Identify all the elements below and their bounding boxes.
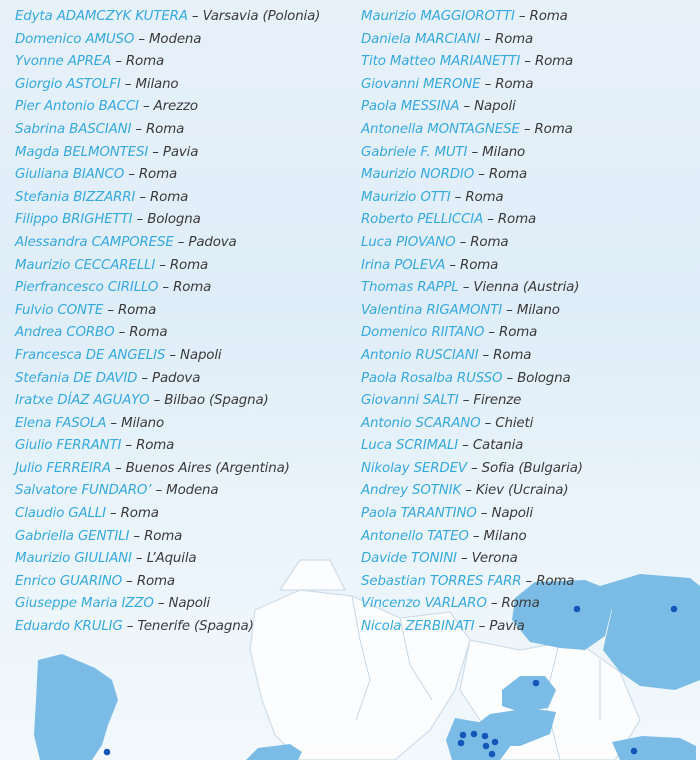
participant-name: Filippo BRIGHETTI [15,212,133,228]
participant-city: Roma [146,121,185,137]
list-item [361,593,697,616]
separator: – [467,144,483,160]
participant-name: Magda BELMONTESI [15,144,149,160]
participant-city: Napoli [491,506,533,522]
participant-city: Roma [173,280,212,296]
participant-city: Roma [534,54,574,70]
map-dot-milano [460,732,467,739]
participant-city: Roma [536,573,575,589]
list-item [361,503,697,526]
participant-name: Valentina RIGAMONTI [361,302,503,318]
participant-city: Catania [472,438,524,454]
map-dot-sofia [631,748,638,755]
separator: – [111,54,126,70]
participant-list-right [361,6,697,639]
participant-city: Roma [129,325,168,341]
list-item [361,74,697,97]
participant-city: Roma [493,347,532,363]
separator: – [502,302,517,318]
list-item [361,548,697,571]
separator: – [520,54,535,70]
separator: – [106,415,122,431]
participant-city: Roma [501,596,540,612]
separator: – [456,551,472,567]
participant-city: Buenos Aires (Argentina) [125,460,290,476]
list-item [361,187,697,210]
list-item [361,390,697,413]
list-item [15,593,355,616]
participant-name: Davide TONINI [361,551,457,567]
participant-name: Antonella MONTAGNESE [361,121,520,137]
participant-name: Tito Matteo MARIANETTI [361,54,521,70]
separator: – [131,551,147,567]
participant-name: Giuliana BIANCO [15,167,125,183]
participant-name: Sabrina BASCIANI [15,121,132,137]
participant-name: Eduardo KRULIG [15,619,123,635]
separator: – [131,121,147,137]
map-dot-vienna [533,680,540,687]
list-item [15,300,355,323]
list-item [361,96,697,119]
list-item [361,345,697,368]
list-item [361,164,697,187]
list-item [361,119,697,142]
participant-name: Edyta ADAMCZYK KUTERA [15,9,188,24]
participant-name: Andrea CORBO [15,325,115,341]
map-bulgaria [612,736,696,760]
separator: – [458,280,474,296]
map-spain [246,744,302,760]
participant-name: Julio FERREIRA [15,460,111,476]
participant-city: Roma [470,234,509,250]
separator: – [474,619,490,635]
separator: – [450,189,466,205]
participant-city: Verona [471,551,518,567]
participant-name: Elena FASOLA [15,415,107,431]
separator: – [121,438,137,454]
separator: – [148,144,163,160]
participant-city: Roma [499,325,538,341]
separator: – [158,280,174,296]
participant-city: Sofia (Bulgaria) [481,460,583,476]
participant-city: Roma [117,302,157,318]
participant-name: Fulvio CONTE [15,302,104,318]
separator: – [521,573,537,589]
separator: – [458,438,473,454]
participant-city: Roma [138,167,178,183]
separator: – [445,257,461,273]
participant-name: Francesca DE ANGELIS [15,347,166,363]
separator: – [483,212,498,228]
list-item [15,480,355,503]
separator: – [459,99,475,115]
separator: – [114,325,130,341]
list-item [361,29,697,52]
map-dot-buenos-aires [104,749,111,756]
list-item [15,96,355,119]
participant-name: Domenico RIITANO [361,325,485,341]
list-item [361,142,697,165]
participant-city: Milano [135,76,179,92]
separator: – [455,234,471,250]
participant-city: Pavia [489,619,525,635]
list-item [15,526,355,549]
participant-name: Roberto PELLICCIA [361,212,484,228]
list-item [15,232,355,255]
participant-city: Milano [483,528,527,544]
participant-name: Nikolay SERDEV [361,460,467,476]
participant-name: Daniela MARCIANI [361,31,481,47]
participant-city: Bilbao (Spagna) [164,393,269,409]
participant-name: Vincenzo VARLARO [361,596,487,612]
separator: – [155,257,170,273]
participant-name: Iratxe DÍAZ AGUAYO [15,393,150,409]
participant-city: Bologna [517,370,571,386]
participant-city: Vienna (Austria) [473,280,580,296]
participant-name: Sebastian TORRES FARR [361,573,522,589]
participant-name: Salvatore FUNDARO’ [15,483,152,499]
list-item [15,571,355,594]
list-item [361,277,697,300]
separator: – [502,370,518,386]
participant-name: Paola MESSINA [361,99,460,115]
separator: – [478,347,494,363]
participant-name: Antonio RUSCIANI [361,347,479,363]
participant-name: Nicola ZERBINATI [361,619,475,635]
separator: – [466,460,482,476]
participant-city: Napoli [168,596,210,612]
separator: – [468,528,484,544]
separator: – [480,76,496,92]
list-item [15,345,355,368]
participant-city: Varsavia (Polonia) [202,9,321,24]
map-dot-bologna [483,743,490,750]
map-dot-padova [482,733,489,740]
participant-name: Domenico AMUSO [15,31,135,47]
participant-city: Roma [488,167,528,183]
separator: – [134,31,150,47]
separator: – [149,393,165,409]
map-dot-verona [471,731,478,738]
separator: – [514,9,530,24]
separator: – [165,347,181,363]
separator: – [476,506,492,522]
separator: – [151,483,167,499]
participant-name: Maurizio NORDIO [361,167,475,183]
list-item [15,51,355,74]
list-item [15,209,355,232]
participant-name: Thomas RAPPL [361,280,459,296]
participant-city: Roma [144,528,183,544]
list-item [15,29,355,52]
participant-name: Paola TARANTINO [361,506,477,522]
separator: – [484,325,500,341]
separator: – [105,506,121,522]
separator: – [122,573,137,589]
participant-name: Giuseppe Maria IZZO [15,596,154,612]
list-item [15,6,355,29]
separator: – [110,460,126,476]
participant-name: Maurizio GIULIANI [15,551,132,567]
separator: – [137,370,153,386]
participant-city: Milano [121,415,165,431]
participant-name: Claudio GALLI [15,506,106,522]
list-item [15,164,355,187]
participant-name: Giulio FERRANTI [15,438,122,454]
list-item [361,526,697,549]
separator: – [480,415,496,431]
list-item [15,503,355,526]
participant-city: Roma [169,257,209,273]
participant-name: Giovanni SALTI [361,393,459,409]
list-item [361,616,697,639]
map-dot-modena [492,739,499,746]
list-item [15,322,355,345]
list-item [15,142,355,165]
participant-city: Roma [136,573,175,589]
separator: – [519,121,535,137]
list-item [361,480,697,503]
list-item [361,413,697,436]
separator: – [135,189,150,205]
participant-city: Roma [534,121,573,137]
participant-city: Roma [529,9,568,24]
participant-name: Maurizio MAGGIOROTTI [361,9,515,24]
list-item [15,187,355,210]
participant-name: Paola Rosalba RUSSO [361,370,503,386]
participant-name: Antonello TATEO [361,528,469,544]
separator: – [187,9,203,24]
participant-name: Giovanni MERONE [361,76,481,92]
map-argentina [34,654,118,760]
participant-name: Maurizio OTTI [361,189,451,205]
list-item [361,232,697,255]
participant-city: Roma [150,189,189,205]
separator: – [480,31,495,47]
participant-city: Milano [516,302,560,318]
list-item [15,458,355,481]
participant-name: Luca SCRIMALI [361,438,459,454]
participant-name: Andrey SOTNIK [361,483,462,499]
participant-city: Milano [482,144,526,160]
map-dot-pavia [458,740,465,747]
list-item [15,390,355,413]
separator: – [153,596,169,612]
participant-city: Tenerife (Spagna) [137,619,254,635]
separator: – [486,596,502,612]
list-item [15,413,355,436]
list-item [361,368,697,391]
participant-name: Enrico GUARINO [15,573,123,589]
participant-name: Giorgio ASTOLFI [15,76,121,92]
participant-name: Antonio SCARANO [361,415,481,431]
participant-city: Kiev (Ucraina) [475,483,569,499]
participant-city: Roma [465,189,504,205]
list-item [361,435,697,458]
participant-name: Irina POLEVA [361,257,446,273]
participant-name: Stefania BIZZARRI [15,189,136,205]
participant-name: Gabriella GENTILI [15,528,130,544]
separator: – [124,167,139,183]
participant-city: L’Aquila [146,551,197,567]
participant-list-left [15,6,355,639]
list-item [15,368,355,391]
participant-city: Roma [125,54,165,70]
list-item [15,616,355,639]
map-dot-firenze [489,751,496,758]
participant-city: Napoli [180,347,222,363]
participant-city: Napoli [474,99,516,115]
participant-city: Bologna [147,212,201,228]
list-item [15,255,355,278]
separator: – [474,167,489,183]
participant-city: Padova [188,234,237,250]
participant-city: Modena [149,31,202,47]
list-item [361,458,697,481]
participant-name: Pierfrancesco CIRILLO [15,280,159,296]
separator: – [103,302,118,318]
list-item [361,255,697,278]
separator: – [458,393,474,409]
separator: – [122,619,138,635]
list-item [15,119,355,142]
separator: – [173,234,189,250]
participant-name: Gabriele F. MUTI [361,144,468,160]
list-item [361,6,697,29]
separator: – [129,528,145,544]
list-item [361,571,697,594]
participant-city: Modena [166,483,219,499]
list-item [15,548,355,571]
participant-city: Pavia [162,144,199,160]
list-item [361,209,697,232]
participant-name: Stefania DE DAVID [15,370,138,386]
participant-city: Roma [136,438,175,454]
participant-name: Maurizio CECCARELLI [15,257,156,273]
list-item [15,74,355,97]
participant-city: Arezzo [153,99,198,115]
participant-name: Alessandra CAMPORESE [15,234,174,250]
participant-city: Firenze [473,393,522,409]
participant-city: Roma [120,506,159,522]
participant-name: Pier Antonio BACCI [15,99,139,115]
participant-name: Luca PIOVANO [361,234,456,250]
participant-city: Roma [494,31,534,47]
list-item [361,51,697,74]
list-item [361,322,697,345]
list-item [361,300,697,323]
separator: – [132,212,148,228]
participant-city: Roma [460,257,499,273]
list-item [15,277,355,300]
participant-city: Roma [497,212,537,228]
list-item [15,435,355,458]
participant-name: Yvonne APREA [15,54,112,70]
participant-city: Padova [152,370,201,386]
separator: – [120,76,136,92]
separator: – [138,99,154,115]
participant-city: Chieti [495,415,534,431]
separator: – [461,483,476,499]
participant-city: Roma [495,76,534,92]
